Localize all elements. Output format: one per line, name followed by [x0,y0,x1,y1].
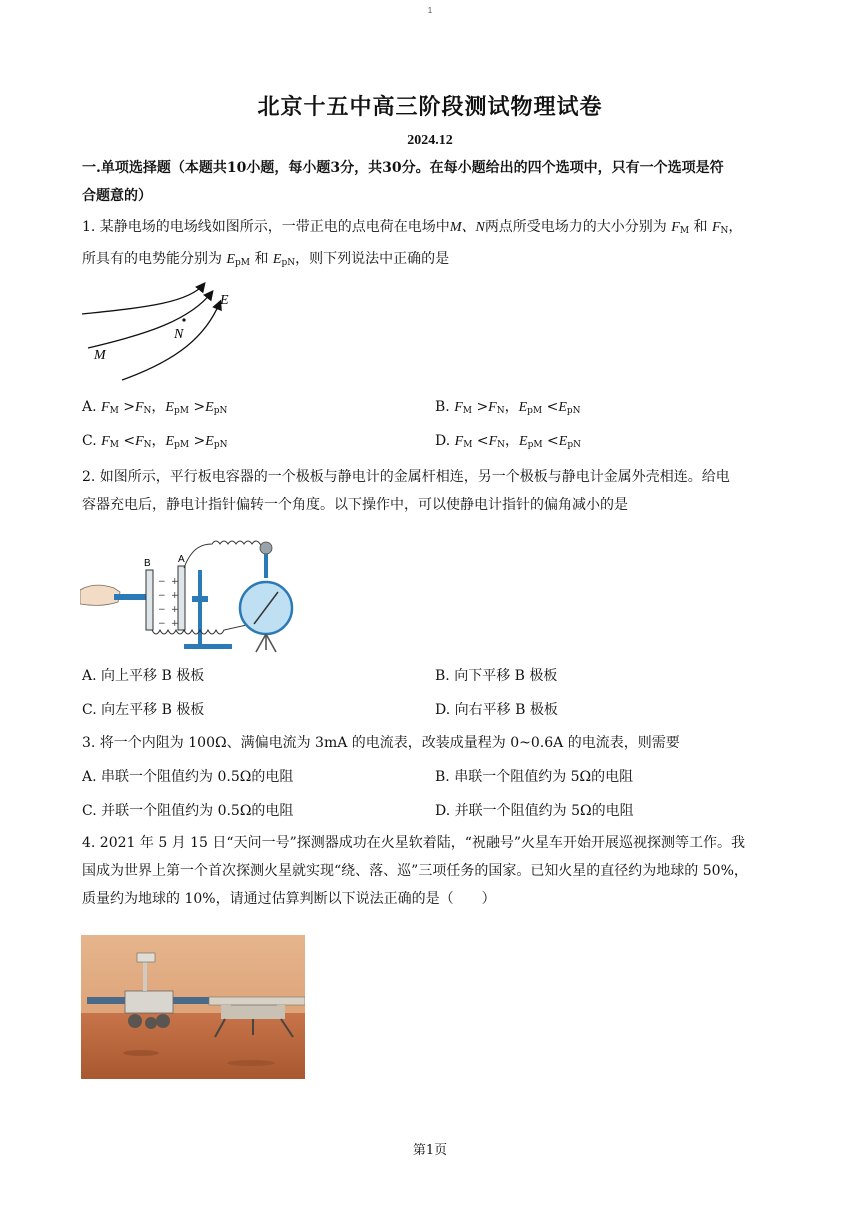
question-3: 3. 将一个内阻为 100Ω、满偏电流为 3mA 的电流表，改装成量程为 0~0.6A 的电流表，则需要 [82,735,680,751]
plate-b [146,570,153,630]
q1-option-b[interactable]: B. $F_M >F_N$，$E_{pM} <E_{pN}$ [435,399,581,416]
q3-option-a[interactable]: A. 串联一个阻值约为 0.5Ω的电阻 [82,769,294,785]
capacitor-electrometer-figure [80,526,295,658]
question-4-line1: 4. 2021 年 5 月 15 日“天问一号”探测器成功在火星软着陆，“祝融号”火星车开始开展巡视探测等工作。我 [82,835,746,851]
question-2 [82,463,782,519]
label-m: M [94,348,106,363]
question-1-line1: 1. 某静电场的电场线如图所示，一带正电的点电荷在电场中M、N两点所受电场力的大小分别为 $F_M$ 和 $F_N$， [82,219,743,236]
electrometer-stand [256,634,276,652]
coiled-wire-top [184,541,264,568]
q1-option-d[interactable]: D. $F_M <F_N$，$E_{pM} <E_{pN}$ [435,433,581,450]
point-n-dot [182,318,185,321]
q3-option-d[interactable]: D. 并联一个阻值约为 5Ω的电阻 [435,803,634,819]
question-4-line3: 质量约为地球的 10%，请通过估算判断以下说法正确的是（ ） [82,891,496,907]
electric-field-figure [78,280,248,385]
plate-b-label: B [144,558,151,569]
page-number: 第1页 [412,1143,448,1158]
label-n: N [174,327,184,342]
mars-ground [81,1013,305,1079]
field-line-1 [82,284,204,314]
q2-option-c[interactable]: C. 向左平移 B 极板 [82,702,205,718]
q1-option-c[interactable]: C. $F_M <F_N$，$E_{pM} >E_{pN}$ [82,433,228,450]
electrometer-ball [260,542,272,554]
svg-text:−: − [158,577,166,587]
svg-text:−: − [158,619,166,629]
question-1 [82,213,782,277]
section-heading-line1: 一.单项选择题（本题共10小题，每小题3分，共30分。在每小题给出的四个选项中，只有一个选项是符 [82,160,724,176]
exam-title: 北京十五中高三阶段测试物理试卷 [257,94,603,120]
exam-date: 2024.12 [407,133,453,148]
question-4 [82,829,782,913]
section-heading [82,154,782,210]
insulating-rod [114,594,150,600]
q1-option-a[interactable]: A. $F_M >F_N$，$E_{pM} >E_{pN}$ [82,399,228,416]
svg-text:+: + [171,591,179,601]
plate-a [178,566,185,630]
mars-rover-photo [81,935,305,1079]
svg-text:+: + [171,577,179,587]
svg-text:+: + [171,619,179,629]
stand-pole [198,570,202,648]
question-4-line2: 国成为世界上第一个首次探测火星就实现“绕、落、巡”三项任务的国家。已知火星的直径约为地球的 50%， [82,863,748,879]
q3-option-b[interactable]: B. 串联一个阻值约为 5Ω的电阻 [435,769,634,785]
question-2-line1: 2. 如图所示，平行板电容器的一个极板与静电计的金属杆相连，另一个极板与静电计金属外壳相连。给电 [82,469,730,485]
stand-base [184,644,232,649]
page-header-mark: 1 [427,6,433,15]
q2-option-a[interactable]: A. 向上平移 B 极板 [82,668,205,684]
plate-a-label: A [178,554,185,565]
field-line-3 [122,302,220,380]
question-1-line2: 所具有的电势能分别为 $E_{pM}$ 和 $E_{pN}$，则下列说法中正确的是 [82,251,450,268]
svg-text:+: + [171,605,179,615]
question-2-line2: 容器充电后，静电计指针偏转一个角度。以下操作中，可以使静电计指针的偏角减小的是 [82,497,628,513]
q2-option-b[interactable]: B. 向下平移 B 极板 [435,668,558,684]
q3-option-c[interactable]: C. 并联一个阻值约为 0.5Ω的电阻 [82,803,294,819]
label-e: E [220,293,229,308]
svg-text:−: − [158,591,166,601]
q2-option-d[interactable]: D. 向右平移 B 极板 [435,702,558,718]
svg-text:−: − [158,605,166,615]
section-heading-line2: 合题意的） [82,188,152,204]
